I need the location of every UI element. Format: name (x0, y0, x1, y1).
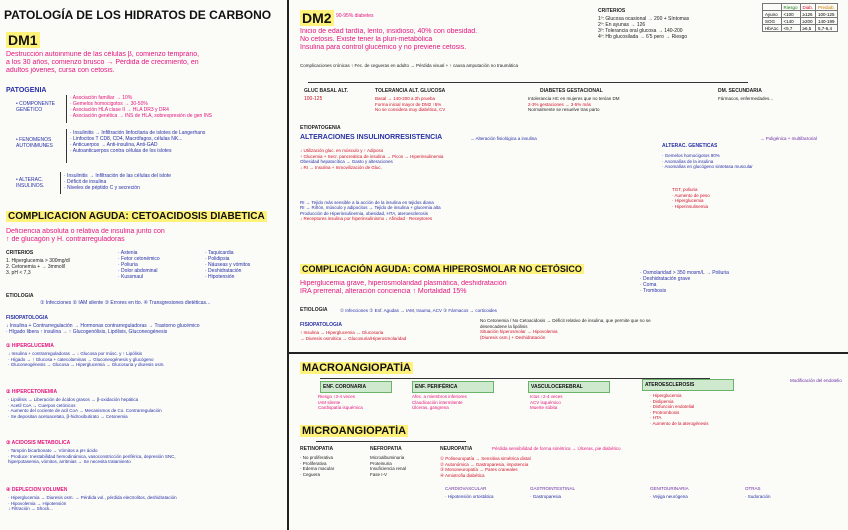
coma-side: · Osmolaridad > 350 mosm/L → Poliuria · Deshidratación grave · Coma · Trombosis (640, 270, 729, 294)
branch-line (308, 82, 748, 83)
coma-description: Hiperglucemia grave, hiperosmolaridad plasmática, deshidratación IRA prerrenal, alteración conciencia ↑ Mortalidad 15% (300, 280, 507, 295)
cad-heading: COMPLICACIÓN AGUDA: CETOACIDOSIS DIABÉTICA (8, 211, 265, 222)
alterac-label: • ALTERAC. INSULINOS. (16, 177, 45, 189)
acidosis-label: ③ ACIDOSIS METABÓLICA (6, 440, 71, 446)
bracket (66, 129, 67, 163)
macro-box-ateroesclerosis: ATEROESCLEROSIS (642, 379, 734, 391)
group-genitourinaria-line: · Vejiga neurógena (650, 494, 688, 499)
dm2-criterios-label: CRITERIOS (598, 8, 626, 14)
genetico-lines: · Asociación familiar → 10% · Gemelos homocigotos → 30-50% · Asociación HLA clase II → HLA DR3 y DR4 · Asociación genética → INS de HLA, sobrexpresión de gen INS (70, 95, 213, 119)
hiperglucemia-lines: ↓ Insulina + contrarreguladoras → ↓ Glucosa por músc. y ↑ Lipólisis · Hígado → ↑ Glucosa + catecolaminas → Gluconeogénesis y glucógeno · Gluconeogénesis → Glucosa → Hiperglucemia → Glucosuria y diuresis osm. (8, 351, 165, 367)
horizontal-divider (289, 352, 848, 354)
macro-box-vasculocerebral: VASCULOCEREBRAL (528, 381, 610, 393)
micro-heading: MICROANGIOPATÍA (302, 425, 407, 437)
alteraciones-heading: ALTERACIONES INSULINORRESISTENCIA (300, 134, 443, 141)
bracket (60, 172, 61, 194)
macro-heading: MACROANGIOPATÍA (302, 362, 411, 374)
componente-genetico-label: • COMPONENTE GENÉTICO (16, 101, 55, 113)
alterac-gen-lines: · Gemelos homocigotos 90% · Anomalías de la insulina · Anomalías en glucógeno sintetasa muscular (662, 153, 753, 169)
coma-fisio-lines: ↑ Insulina → Hiperglucemia → Glucosuria → Diuresis osmótica → Glucosuria/Hiperosmolaridad (300, 330, 407, 341)
tolerancia-lines: Basal → 140-200 a 2h prueba Forma inicial mayor de DM2 ↑5% No se considera muy diabética, CV (375, 96, 446, 112)
etio-lines: ↓ Utilización gluc. en músculo y ↑ Adiposo ↑ Glucemia + Secr. pancreática de insulina → Picos → Hiperinsulinemia Obesidad hepatocítica → Gasto y alteraciones ↓ RI → Insulina + Inmovilización de Gluc. (300, 148, 444, 170)
hipercetonemia-lines: · Lipólisis → Liberación de ácidos grasos → β-oxidación hepática · Acetil CoA → Cuerpos cetónicos · Aumento del cociente de acil CoA → Mecanismos de Co. Contrarregulación · Se depositan acetoacetato, β-hidroxibutirato → Cetonemia (8, 397, 162, 419)
dm1-heading: DM1 (8, 32, 38, 48)
neuropatia-label: NEUROPATÍA (440, 446, 473, 452)
cad-criterios: 1. Hiperglucemia > 300mg/dl 2. Cetonemia + → 3mmol/l 3. pH < 7,3 (6, 258, 70, 276)
vascular-lines: Ictus ↑2-4 veces ACV isquémico Muerte súbita (530, 394, 563, 410)
alterac-lines: · Insulinitis → Infiltración de las células del islote · Déficit de insulina · Niveles de péptido C y secreción (64, 173, 171, 191)
cad-criterios-label: CRITERIOS (6, 250, 34, 256)
athero-lines: · Hiperglucemia · Dislipemia · Disfunción endotelial · Protrombosis · HTA · Aumento de la aterogénesis (650, 393, 709, 426)
gestacional-label: DIABETES GESTACIONAL (540, 88, 603, 94)
athero-side: Modificación del endotelio (790, 378, 842, 383)
glucbasal-label: GLUC BASAL ALT. (304, 88, 349, 94)
cad-description: Deficiencia absoluta o relativa de insulina junto con ↑ de glucagón y H. contrarreguladoras (6, 228, 165, 243)
cad-etiologia: ① Infecciones ② IAM silente ③ Errores en tto. ④ Transgresiones dietéticas... (40, 300, 211, 306)
alterac-gen-heading: ALTERAC. GENÉTICAS (662, 143, 718, 149)
dm2-criterios: 1º: Glucosa ocasional → 200 + Síntomas 2º: En ayunas → 126 3º: Tolerancia oral glucosa → 140-200 4º: Hb glucosilada → 6'5 pero → Riesgo (598, 16, 690, 40)
patogenia-label: PATOGENIA (6, 87, 47, 94)
etio-lines-2: RI → Tejido más sensible a la acción de la insulina en tejidos diana RI → Riñón, músculo y adipocitos → Tejido de insulina + glucemia alta Producción de Hiperinsulinemia, obesidad, HTA, ateroesclerosis ↓ Receptores insulina por hiperinsulinismo ↓ Afinidad · Receptores (300, 199, 441, 221)
coma-fisio-label: FISIOPATOLOGÍA (300, 322, 342, 328)
group-gastrointestinal-line: · Gastroparesia (530, 494, 562, 499)
vertical-divider (287, 0, 289, 530)
micro-branch-line (316, 441, 466, 442)
cad-fisio-lines: ↓ Insulina + Contrarregulación → Hormonas contrarreguladoras → Trastorno glucémico · Hígado libera ↑ insulina → ↑ Glucogenólisis, Lipólisis, Gluconeogénesis (6, 323, 200, 335)
alterac-gen-side: → Poligénica + multifactorial (760, 136, 817, 141)
cad-fisio-label: FISIOPATOLOGÍA (6, 315, 48, 321)
secundaria-line: Fármacos, enfermedades... (718, 96, 774, 101)
fenomenos-label: • FENÓMENOS AUTOINMUNES (16, 137, 53, 149)
nefropatia-label: NEFROPATÍA (370, 446, 402, 452)
nefro-lines: Microalbuminuria Proteinuria Insuficiencia renal Fase I-V (370, 455, 407, 477)
group-cardiovascular-line: · Hipotensión ortostática (445, 494, 494, 499)
gestacional-lines: Intolerancia HC en mujeres que no tenían DM 2-3% gestaciones → 3-5% más Normalmente se resuelve tras parto (528, 96, 620, 112)
neuro-right: Pérdida sensibilidad de forma simétrica → Úlceras, pie diabético (492, 446, 621, 451)
retino-lines: · No proliferativa · Proliferativa · Edema macular · Ceguera (300, 455, 335, 477)
hipercetonemia-label: ② HIPERCETONEMIA (6, 389, 58, 395)
tgt-lines: TGT, poliuria · Aumento de peso · Hiperglucemia · Hiperinsulinemia (672, 187, 710, 209)
cad-sintomas-2: · Taquicardia · Polidipsia · Náuseas y vómitos · Deshidratación · Hipotensión (205, 250, 251, 280)
dm2-subheading: 90-95% diabetes (336, 13, 374, 19)
deplecion-label: ④ DEPLECIÓN VOLUMEN (6, 487, 68, 493)
fenomenos-lines: · Insulinitis → Infiltración linfocitaria de islotes de Langerhans · Linfocitos T CD8, CD4, Macrófagos, células NK... · Anticuerpos → Anti-insulina, Anti-GAD · Autoanticuerpos contra células de los islotes (70, 130, 206, 154)
group-otras: OTRAS (745, 486, 761, 491)
dm2-description: Inicio de edad tardía, lento, insidioso, 40% con obesidad. No cetosis. Existe tener la pluri-metabólica Insulina para control glucémico y no previene cetosis. (300, 28, 478, 51)
coma-fisio-right: No Cetonemia / No Cetoacidosis → Déficit relativo de insulina, que permite que no se desencadene la lipólisis Situación hiperosmolar → Hipovolemia (Diuresis osm.) + Deshidratación (480, 318, 651, 340)
tolerancia-label: TOLERANCIA ALT. GLUCOSA (375, 88, 446, 94)
group-otras-line: · Sudoración (745, 494, 771, 499)
etiopatogenia-label: ETIOPATOGENIA (300, 125, 341, 131)
neuro-lines: ① Polineuropatía → Sensitiva simétrica distal ② Autonómica → Gastroparesia, impotencia ③ Mononeuropatía → Pares craneales ④ Amiotrofia diabética (440, 456, 531, 478)
coma-etio-label: ETIOLOGÍA (300, 307, 328, 313)
bracket (66, 95, 67, 123)
criteria-table: Riesgo Diab. Prediab. Ayuno <100 ≥126 100-125 SOG <140 ≥200 140-199 HbA1c <5,7 ≥6,5 5,7-6,4 (762, 3, 846, 32)
glucbasal-sub: 100-125 (304, 96, 323, 102)
page-title: PATOLOGÍA DE LOS HIDRATOS DE CARBONO (4, 8, 272, 22)
acidosis-lines: · Tampón bicarbonato → Vómitos a pH ácido · Produce: Inestabilidad hemodinámica, vasoconstricción periférica, depresión SNC, hiperpotasemia, vómitos, arritmias → Se necesita tratamiento (8, 448, 176, 464)
hiperglucemia-label: ① HIPERGLUCEMIA (6, 343, 54, 349)
secundaria-label: DM. SECUNDARIA (718, 88, 762, 94)
periferica-lines: Afec. a miembros inferiores Claudicación intermitente Úlceras, gangrena (412, 394, 467, 410)
group-genitourinaria: GENITOURINARIA (650, 486, 689, 491)
deplecion-lines: · Hiperglucemia → Diuresis osm. → Pérdida vol., pérdida electrolitos, deshidratación · Hipovolemia → Hipotensión ↓ Filtración → Shock... (8, 495, 177, 511)
macro-box-periferica: ENF. PERIFÉRICA (412, 381, 494, 393)
cad-sintomas: · Astenia · Fetor cetonémico · Poliuria · Dolor abdominal · Kussmaul (118, 250, 160, 280)
coronaria-lines: Riesgo ↑3-4 veces IAM silente Cardiopatía isquémica (318, 394, 363, 410)
coma-etio: ① Infecciones ② Enf. Agudas → IAM, trauma, ACV ③ Fármacos → corticoides (340, 308, 497, 313)
group-gastrointestinal: GASTROINTESTINAL (530, 486, 576, 491)
group-cardiovascular: CARDIOVASCULAR (445, 486, 487, 491)
coma-heading: COMPLICACIÓN AGUDA: COMA HIPEROSMOLAR NO CETÓSICO (302, 264, 582, 274)
alteraciones-sub: → Alteración fisiológica a insulina (470, 136, 537, 141)
cad-etiologia-label: ETIOLOGÍA (6, 293, 34, 299)
dm1-description: Destrucción autoinmune de las células β, comienzo temprano, a los 30 años, comienzo brusco → Pérdida de crecimiento, en adultos jóvenes, cursa con cetosis. (6, 51, 200, 74)
dm2-heading: DM2 (302, 10, 332, 26)
retinopatia-label: RETINOPATÍA (300, 446, 334, 452)
macro-box-coronaria: ENF. CORONARIA (320, 381, 392, 393)
dm2-note: Complicaciones crónicas ↑ Fec. de cegueras en adulto → Pérdida visual + ↑ causa amputación no traumática (300, 63, 518, 68)
